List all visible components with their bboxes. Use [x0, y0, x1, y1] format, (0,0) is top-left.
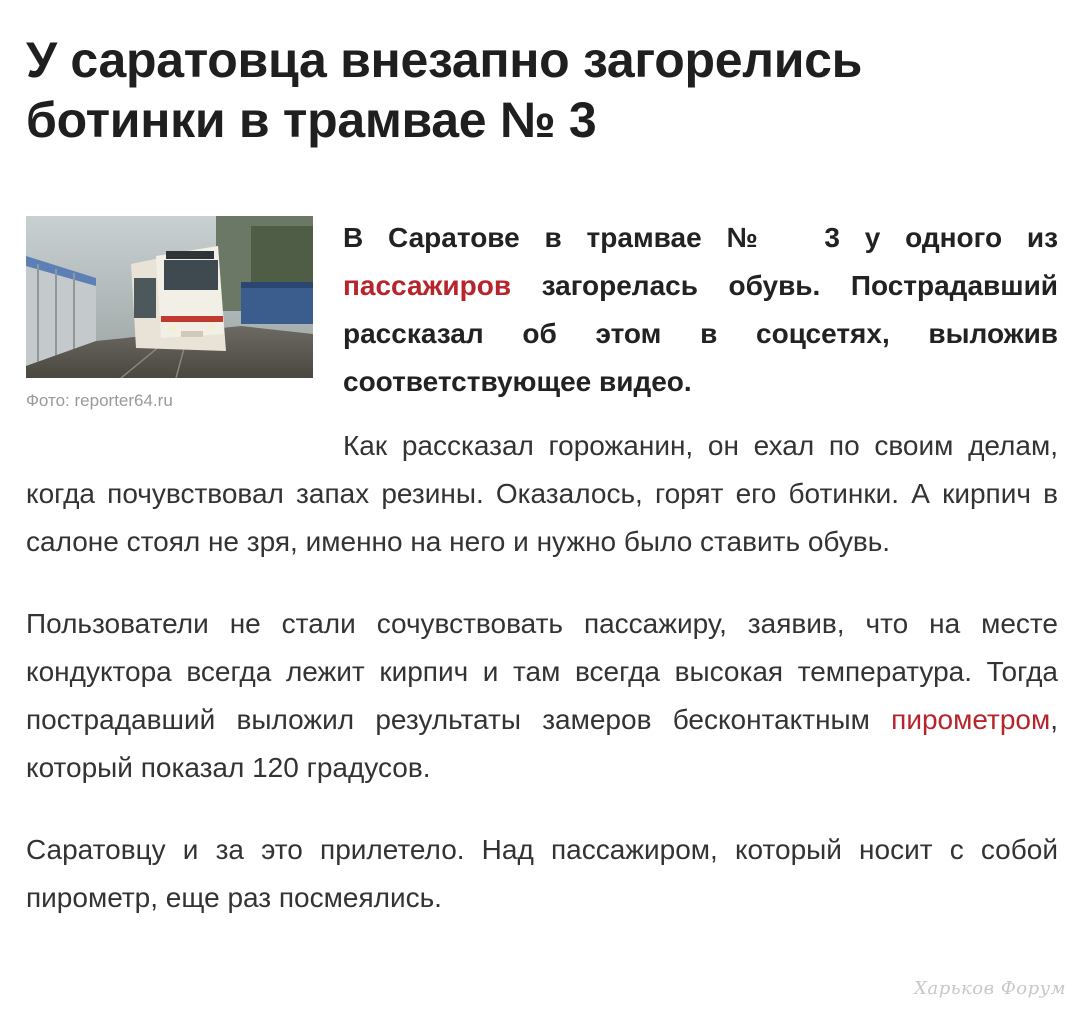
article — [26, 30, 1058, 922]
pyrometer-link[interactable]: пирометром — [891, 704, 1051, 735]
lead-text-start: В Саратове в трамвае № 3 у одного из — [343, 222, 1058, 253]
watermark: Харьков Форум — [914, 978, 1066, 999]
lead-paragraph — [343, 214, 1058, 406]
lead-text-end: загорелась обувь. Пострадавший рассказал об этом в соцсетях, выложив соответствующее видео. — [343, 270, 1058, 397]
lead-block — [26, 216, 1058, 422]
paragraph-2 — [26, 600, 1058, 792]
paragraph-2-start: Пользователи не стали сочувствовать пассажиру, заявив, что на месте кондуктора всегда лежит кирпич и там всегда высокая температура. Тогда пострадавший выложил результаты замеров бесконтактным — [26, 608, 1058, 735]
tram-photo[interactable] — [26, 216, 313, 378]
paragraph-2-end: , который показал 120 градусов. — [26, 704, 1058, 783]
paragraph-1: Как рассказал горожанин, он ехал по своим делам, когда почувствовал запах резины. Оказалось, горят его ботинки. А кирпич в салоне стоял не зря, именно на него и нужно было ставить обувь. — [26, 430, 1058, 557]
photo-caption: Фото: reporter64.ru — [26, 391, 173, 410]
article-title: У саратовца внезапно загорелись ботинки в трамвае № 3 — [26, 32, 863, 148]
passengers-link[interactable]: пассажиров — [343, 270, 512, 301]
photo-figure — [26, 216, 314, 412]
paragraph-3: Саратовцу и за это прилетело. Над пассажиром, который носит с собой пирометр, еще раз посмеялись. — [26, 834, 1058, 913]
